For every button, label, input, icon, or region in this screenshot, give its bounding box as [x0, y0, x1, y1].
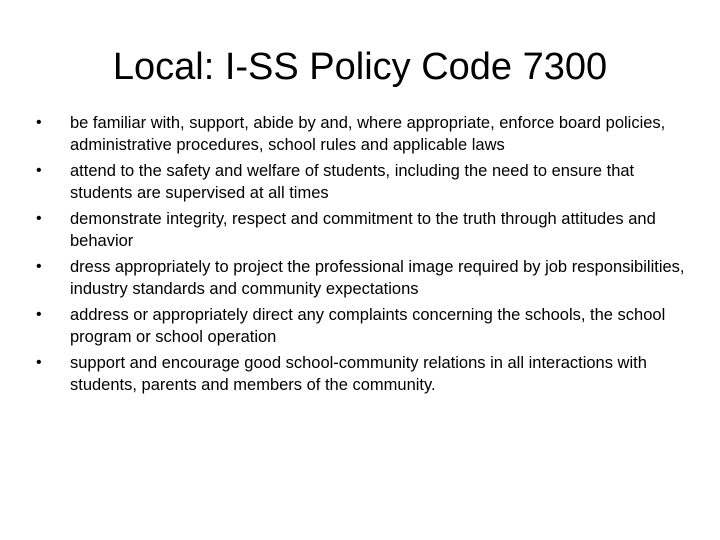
bullet-icon: • [36, 258, 42, 275]
bullet-text: be familiar with, support, abide by and, where appropriate, enforce board policies, administrative procedures, school rules and applicable laws [70, 114, 666, 154]
bullet-text: dress appropriately to project the professional image required by job responsibilities, industry standards and community expectations [70, 258, 685, 298]
bullet-item [36, 208, 686, 252]
bullet-list [36, 112, 686, 400]
bullet-item [36, 160, 686, 204]
bullet-icon: • [36, 162, 42, 179]
bullet-icon: • [36, 306, 42, 323]
bullet-icon: • [36, 210, 42, 227]
bullet-item [36, 352, 686, 396]
bullet-icon: • [36, 354, 42, 371]
bullet-text: attend to the safety and welfare of students, including the need to ensure that students are supervised at all times [70, 162, 635, 202]
bullet-text: demonstrate integrity, respect and commitment to the truth through attitudes and behavior [70, 210, 656, 250]
bullet-text: support and encourage good school-community relations in all interactions with students, parents and members of the community. [70, 354, 647, 394]
bullet-item [36, 256, 686, 300]
bullet-icon: • [36, 114, 42, 131]
bullet-item [36, 304, 686, 348]
bullet-text: address or appropriately direct any complaints concerning the schools, the school program or school operation [70, 306, 666, 346]
slide-title: Local: I-SS Policy Code 7300 [112, 46, 608, 88]
bullet-item [36, 112, 686, 156]
